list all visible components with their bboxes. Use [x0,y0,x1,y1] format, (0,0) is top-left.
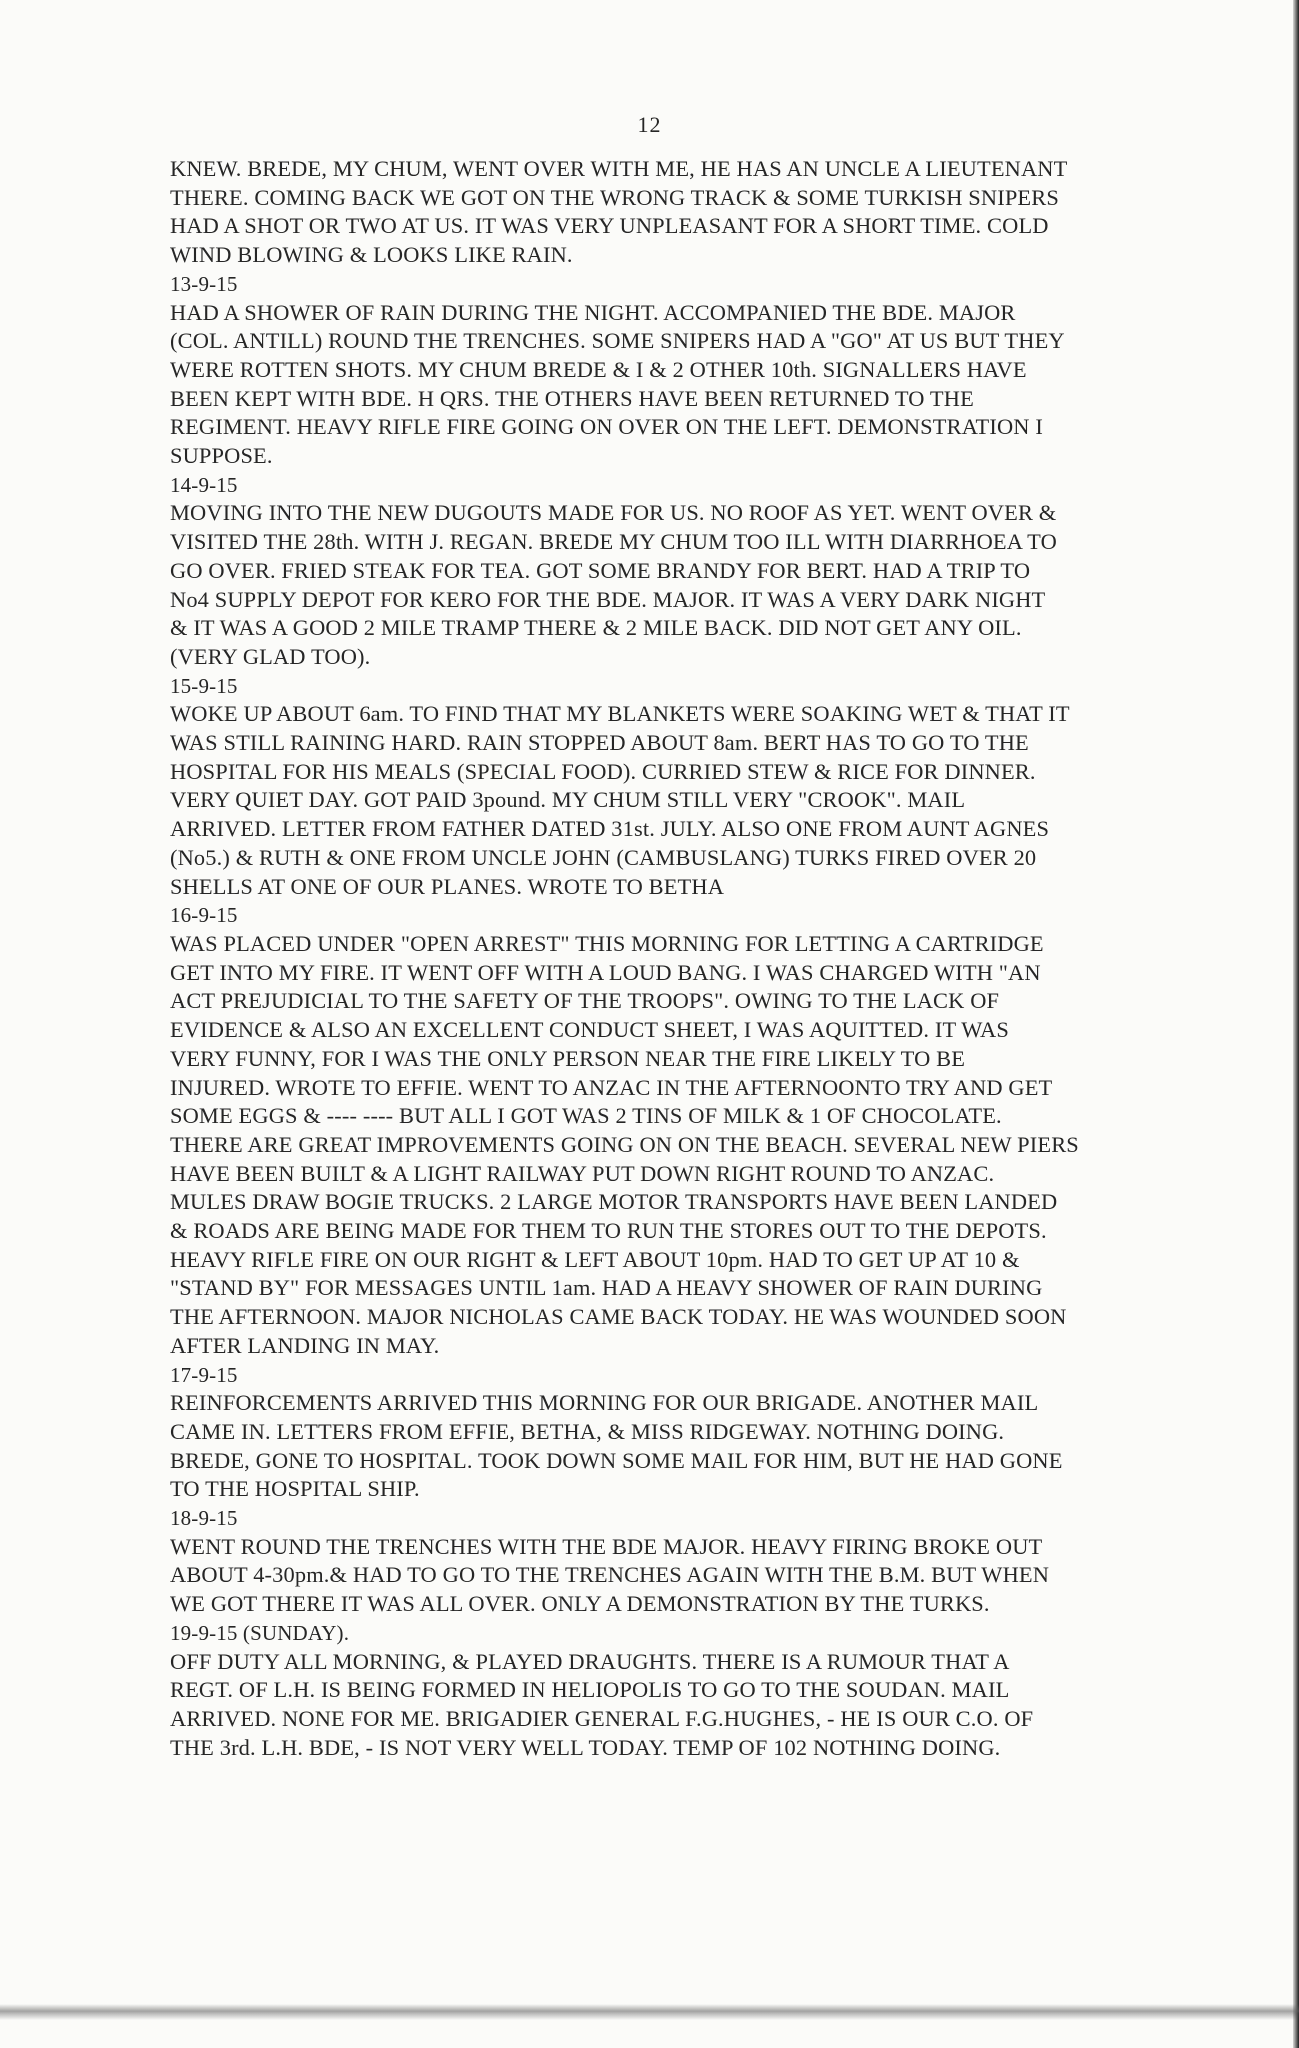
entry-text-line: KNEW. BREDE, MY CHUM, WENT OVER WITH ME, HE HAS AN UNCLE A LIEUTENANT [170,156,1068,181]
entry-text-line: & ROADS ARE BEING MADE FOR THEM TO RUN THE STORES OUT TO THE DEPOTS. [170,1218,1047,1244]
entry-text-line: VERY FUNNY, FOR I WAS THE ONLY PERSON NEAR THE FIRE LIKELY TO BE [170,1045,966,1071]
entry-text-line: ARRIVED. NONE FOR ME. BRIGADIER GENERAL F.G.HUGHES, - HE IS OUR C.O. OF [170,1705,1034,1731]
entry-text-line: HEAVY RIFLE FIRE ON OUR RIGHT & LEFT ABOUT 10pm. HAD TO GET UP AT 10 & [170,1246,1020,1272]
entry-text-line: No4 SUPPLY DEPOT FOR KERO FOR THE BDE. MAJOR. IT WAS A VERY DARK NIGHT [170,586,1046,612]
entry-text-line: SUPPOSE. [170,443,273,469]
entry-text-line: ABOUT 4-30pm.& HAD TO GO TO THE TRENCHES AGAIN WITH THE B.M. BUT WHEN [170,1562,1050,1588]
entry-text-line: HAD A SHOWER OF RAIN DURING THE NIGHT. ACCOMPANIED THE BDE. MAJOR [170,299,1016,325]
diary-entry [170,672,1175,902]
entry-text-line: INJURED. WROTE TO EFFIE. WENT TO ANZAC IN THE AFTERNOONTO TRY AND GET [170,1074,1053,1100]
entry-date: 16-9-15 [170,903,238,928]
entry-text-line: REGT. OF L.H. IS BEING FORMED IN HELIOPOLIS TO GO TO THE SOUDAN. MAIL [170,1677,1010,1703]
page-number: 12 [637,112,662,137]
entry-text-line: EVIDENCE & ALSO AN EXCELLENT CONDUCT SHEET, I WAS AQUITTED. IT WAS [170,1017,1009,1043]
entry-text-line: HAVE BEEN BUILT & A LIGHT RAILWAY PUT DOWN RIGHT ROUND TO ANZAC. [170,1160,995,1186]
entry-text-line: THERE. COMING BACK WE GOT ON THE WRONG TRACK & SOME TURKISH SNIPERS [170,184,1059,210]
entry-text-line: THE AFTERNOON. MAJOR NICHOLAS CAME BACK TODAY. HE WAS WOUNDED SOON [170,1304,1067,1330]
entry-text-line: WIND BLOWING & LOOKS LIKE RAIN. [170,242,573,268]
entry-text-line: OFF DUTY ALL MORNING, & PLAYED DRAUGHTS. THERE IS A RUMOUR THAT A [170,1648,1010,1674]
entry-text-line: MOVING INTO THE NEW DUGOUTS MADE FOR US. NO ROOF AS YET. WENT OVER & [170,500,1057,526]
diary-entry [170,1504,1175,1619]
entry-text-line: WERE ROTTEN SHOTS. MY CHUM BREDE & I & 2 OTHER 10th. SIGNALLERS HAVE [170,356,1027,382]
entry-text-line: TO THE HOSPITAL SHIP. [170,1476,420,1502]
entry-date: 13-9-15 [170,271,238,296]
entry-text-line: GO OVER. FRIED STEAK FOR TEA. GOT SOME BRANDY FOR BERT. HAD A TRIP TO [170,557,1031,583]
entry-text-line: CAME IN. LETTERS FROM EFFIE, BETHA, & MISS RIDGEWAY. NOTHING DOING. [170,1418,1005,1444]
entry-date: 15-9-15 [170,673,238,698]
entry-text-line: MULES DRAW BOGIE TRUCKS. 2 LARGE MOTOR TRANSPORTS HAVE BEEN LANDED [170,1189,1058,1215]
entry-text-line: SHELLS AT ONE OF OUR PLANES. WROTE TO BETHA [170,873,725,899]
diary-entry [170,1361,1175,1505]
entry-text-line: THE 3rd. L.H. BDE, - IS NOT VERY WELL TODAY. TEMP OF 102 NOTHING DOING. [170,1734,1001,1760]
entry-text-line: VERY QUIET DAY. GOT PAID 3pound. MY CHUM STILL VERY "CROOK". MAIL [170,787,966,813]
page-edge-shadow [1293,0,1299,2048]
entry-text-line: REGIMENT. HEAVY RIFLE FIRE GOING ON OVER ON THE LEFT. DEMONSTRATION I [170,414,1043,440]
entry-text-line: HOSPITAL FOR HIS MEALS (SPECIAL FOOD). CURRIED STEW & RICE FOR DINNER. [170,758,1036,784]
entry-text-line: SOME EGGS & ---- ---- BUT ALL I GOT WAS 2 TINS OF MILK & 1 OF CHOCOLATE. [170,1103,1002,1129]
entry-text-line: (VERY GLAD TOO). [170,643,371,669]
diary-entry [170,1619,1175,1763]
entry-text-line: BEEN KEPT WITH BDE. H QRS. THE OTHERS HAVE BEEN RETURNED TO THE [170,385,974,411]
entry-date: 17-9-15 [170,1362,238,1387]
entry-text-line: WOKE UP ABOUT 6am. TO FIND THAT MY BLANKETS WERE SOAKING WET & THAT IT [170,701,1070,727]
entry-text-line: (COL. ANTILL) ROUND THE TRENCHES. SOME SNIPERS HAD A "GO" AT US BUT THEY [170,328,1065,354]
diary-entry [170,901,1175,1360]
entry-text-line: ACT PREJUDICIAL TO THE SAFETY OF THE TROOPS". OWING TO THE LACK OF [170,988,1000,1014]
entry-text-line: HAD A SHOT OR TWO AT US. IT WAS VERY UNPLEASANT FOR A SHORT TIME. COLD [170,213,1049,239]
entry-text-line: ARRIVED. LETTER FROM FATHER DATED 31st. JULY. ALSO ONE FROM AUNT AGNES [170,816,1050,842]
entry-text-line: WAS PLACED UNDER "OPEN ARREST" THIS MORNING FOR LETTING A CARTRIDGE [170,930,1044,956]
entry-text-line: BREDE, GONE TO HOSPITAL. TOOK DOWN SOME MAIL FOR HIM, BUT HE HAD GONE [170,1447,1063,1473]
entry-text-line: & IT WAS A GOOD 2 MILE TRAMP THERE & 2 MILE BACK. DID NOT GET ANY OIL. [170,615,1022,641]
entry-text-line: WE GOT THERE IT WAS ALL OVER. ONLY A DEMONSTRATION BY THE TURKS. [170,1591,990,1617]
entry-text-line: (No5.) & RUTH & ONE FROM UNCLE JOHN (CAMBUSLANG) TURKS FIRED OVER 20 [170,844,1037,870]
entry-date: 19-9-15 (SUNDAY). [170,1620,350,1645]
entry-date: 14-9-15 [170,472,238,497]
entry-text-line: WAS STILL RAINING HARD. RAIN STOPPED ABOUT 8am. BERT HAS TO GO TO THE [170,730,1029,756]
entry-text-line: WENT ROUND THE TRENCHES WITH THE BDE MAJOR. HEAVY FIRING BROKE OUT [170,1533,1043,1559]
entry-text-line: THERE ARE GREAT IMPROVEMENTS GOING ON ON THE BEACH. SEVERAL NEW PIERS [170,1131,1079,1157]
diary-entry [170,471,1175,672]
scan-smudge [0,2004,1299,2020]
entry-text-line: REINFORCEMENTS ARRIVED THIS MORNING FOR OUR BRIGADE. ANOTHER MAIL [170,1390,1039,1416]
entry-text-line: VISITED THE 28th. WITH J. REGAN. BREDE MY CHUM TOO ILL WITH DIARRHOEA TO [170,529,1057,555]
entry-date: 18-9-15 [170,1506,238,1531]
diary-entries [170,155,1175,1762]
diary-entry [170,155,1175,270]
diary-entry [170,270,1175,471]
entry-text-line: AFTER LANDING IN MAY. [170,1332,440,1358]
entry-text-line: "STAND BY" FOR MESSAGES UNTIL 1am. HAD A HEAVY SHOWER OF RAIN DURING [170,1275,1043,1301]
entry-text-line: GET INTO MY FIRE. IT WENT OFF WITH A LOUD BANG. I WAS CHARGED WITH "AN [170,959,1041,985]
